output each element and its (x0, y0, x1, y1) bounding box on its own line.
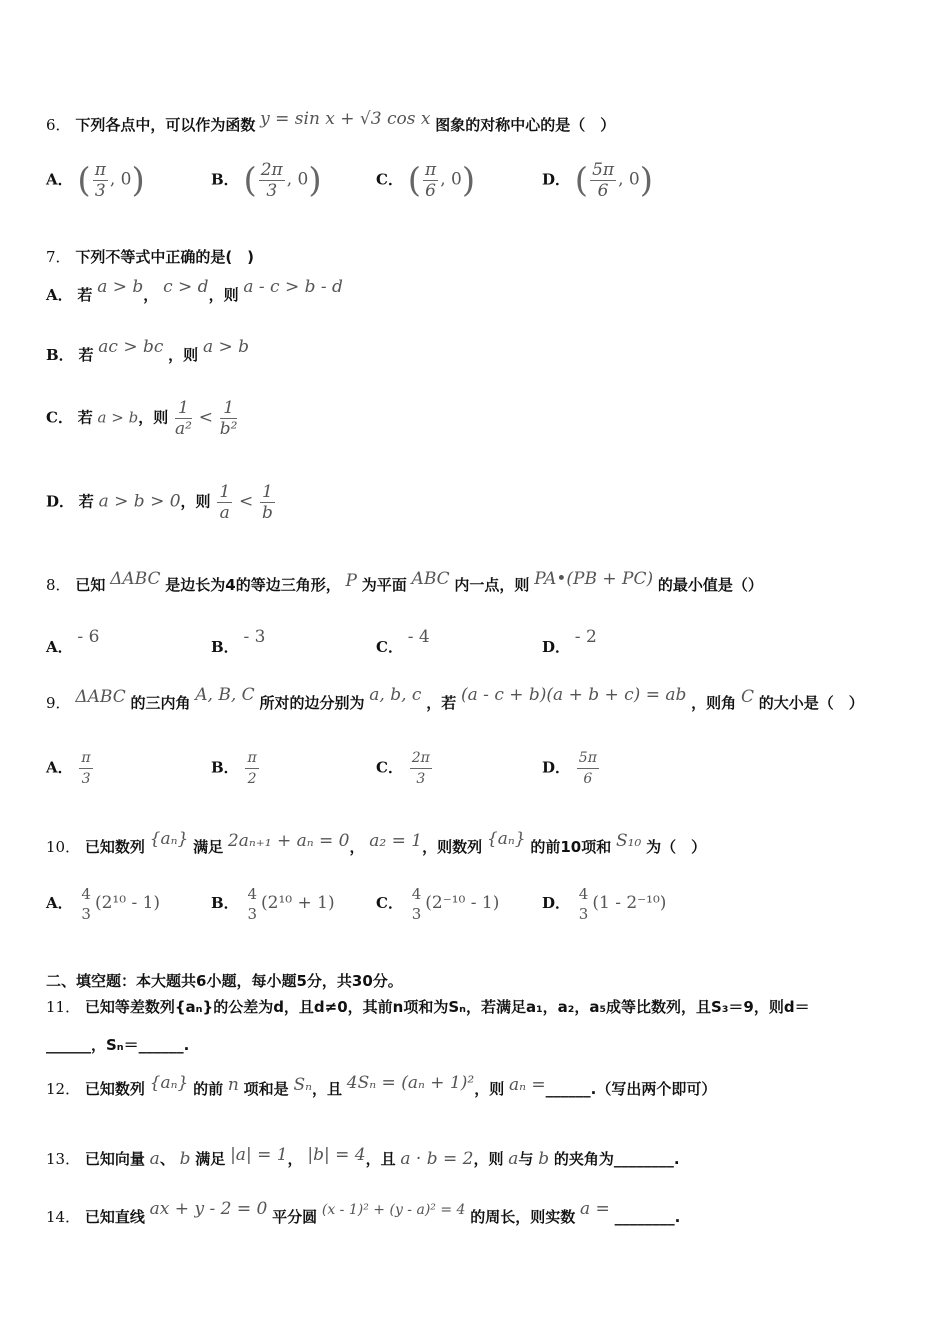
text: ，若 (426, 694, 457, 712)
math: |b| = 4 (307, 1145, 366, 1165)
text: ，则 (473, 1150, 504, 1168)
math: Sₙ (293, 1075, 312, 1095)
q10-option-d: D． 4 3 (1 - 2⁻¹⁰) (542, 885, 667, 923)
answer-blank: ______. (138, 1036, 190, 1054)
frac-num: 5π (592, 160, 615, 180)
text: 为（ ） (646, 838, 707, 856)
math: ΔABC (75, 687, 126, 707)
text: 为平面 (361, 576, 407, 594)
frac-den: a (219, 503, 230, 523)
text: ______.（写出两个即可） (545, 1080, 717, 1098)
option-tail: , 0 (440, 169, 462, 190)
frac-den: 3 (81, 771, 91, 787)
text: 的三内角 (130, 694, 191, 712)
math: ABC (411, 569, 450, 589)
text: 若 (78, 492, 94, 511)
math: c > d (163, 277, 209, 297)
q9-option-b: B． $\frac{\pi}{2}$ (211, 750, 257, 787)
q9-option-c: C． $\frac{2\pi}{3}$ (376, 750, 430, 787)
text: 与 (518, 1150, 534, 1168)
text: ， (349, 838, 365, 856)
q14-number: 14． (46, 1208, 81, 1226)
text: 已知直线 (84, 1208, 145, 1226)
math: C (740, 687, 754, 707)
q14-stem (46, 1199, 681, 1227)
math: {aₙ} (486, 829, 526, 849)
text: 若 (77, 408, 93, 427)
math: a > b (97, 277, 144, 297)
text: ， (143, 286, 159, 304)
frac-num: 1 (220, 398, 238, 419)
math: a (149, 1149, 160, 1169)
math: a₂ = 1 (369, 831, 423, 851)
text: ，则 (138, 408, 169, 427)
text: ，则 (208, 286, 239, 304)
frac-num: π (245, 748, 258, 769)
math: 2aₙ₊₁ + aₙ = 0 (227, 831, 350, 851)
q8-option-d: D． - 2 (542, 627, 597, 656)
frac-num: π (79, 748, 92, 769)
q8-option-a: A． - 6 (46, 627, 100, 656)
math: a · b = 2 (400, 1149, 474, 1169)
text: 已知数列 (84, 838, 145, 856)
q7-option-c (46, 398, 239, 439)
math: ax + y - 2 = 0 (149, 1199, 268, 1219)
text: 若 (78, 346, 94, 364)
text: 所对的边分别为 (259, 694, 365, 712)
q7-option-b (46, 337, 250, 365)
option-label: D． (46, 492, 75, 511)
q6-text-post: 图象的对称中心的是（ ） (435, 116, 616, 134)
text: 已知向量 (84, 1150, 145, 1168)
q13-number: 13． (46, 1150, 81, 1168)
q9-option-d: D． $\frac{5\pi}{6}$ (542, 750, 597, 787)
math: A, B, C (195, 685, 255, 705)
frac-den: 3 (266, 181, 278, 201)
frac-den: b (261, 503, 273, 523)
q8-option-b: B． - 3 (211, 627, 266, 656)
option-label: D． (542, 170, 571, 189)
frac-num: 1 (261, 482, 273, 502)
frac-num: 1 (175, 398, 192, 419)
q7-number: 7． (46, 248, 71, 266)
option-tail: , 0 (286, 169, 309, 190)
frac-den: 6 (583, 771, 593, 787)
q11-line1 (46, 996, 810, 1017)
q7-option-a (46, 277, 343, 305)
math: 4Sₙ = (aₙ + 1)² (346, 1073, 475, 1093)
q8-stem (46, 569, 763, 595)
q12-stem (46, 1073, 717, 1099)
text: 已知 (75, 576, 106, 594)
frac-den: b² (219, 419, 238, 439)
text: 若 (77, 286, 93, 304)
frac-num: 2π (260, 160, 283, 180)
frac-num: 2π (410, 748, 432, 769)
text: 项和是 (243, 1080, 289, 1098)
math: n (227, 1075, 239, 1095)
text: 平分圆 (272, 1208, 318, 1226)
text: ，且 (365, 1150, 396, 1168)
q13-stem (46, 1145, 680, 1169)
frac-den: 3 (416, 771, 426, 787)
text: 的夹角为________. (553, 1150, 680, 1168)
option-label: A． (46, 170, 73, 189)
math: {aₙ} (149, 829, 189, 849)
math: a - c > b - d (243, 277, 343, 297)
text: 内一点，则 (454, 576, 530, 594)
frac-num: 1 (219, 482, 231, 502)
section-heading: 二、填空题：本大题共6小题，每小题5分，共30分。 (46, 972, 403, 990)
q9-number: 9． (46, 694, 71, 712)
math: P (345, 571, 357, 591)
option-label: C． (46, 408, 73, 427)
q6-option-d: D． ( $\frac{5\pi}{6}$ , 0) (542, 160, 653, 201)
text: ，则 (168, 346, 199, 364)
q6-function: y = sin x + √3 cos x (260, 109, 431, 129)
math: < (198, 407, 213, 428)
text: 是边长为4的等边三角形， (165, 576, 341, 594)
q8-option-c: C． - 4 (376, 627, 430, 656)
q12-number: 12． (46, 1080, 81, 1098)
math: b (538, 1149, 550, 1169)
math: aₙ = (508, 1075, 546, 1095)
math: a > b > 0 (98, 491, 181, 512)
text: 的前 (193, 1080, 224, 1098)
q6-option-a: A． ( $\frac{\pi}{3}$ , 0) (46, 160, 145, 201)
q10-option-b: B． 4 3 (2¹⁰ + 1) (211, 885, 335, 923)
q6-number: 6． (46, 116, 71, 134)
math: ΔABC (110, 569, 161, 589)
text: ， (287, 1150, 303, 1168)
q6-option-b: B． ( $\frac{2\pi}{3}$ , 0) (211, 160, 322, 201)
text: ，Sₙ＝ (91, 1036, 139, 1054)
text: ，则角 (691, 694, 737, 712)
text: 的前10项和 (530, 838, 612, 856)
q9-option-a: A． $\frac{\pi}{3}$ (46, 750, 91, 787)
frac-den: 2 (247, 771, 257, 787)
answer-blank: ______ (46, 1036, 91, 1054)
text: 已知数列 (84, 1080, 145, 1098)
text: 满足 (193, 838, 224, 856)
frac-num: 5π (577, 748, 599, 769)
q10-number: 10． (46, 838, 81, 856)
text: 的周长，则实数 (470, 1208, 576, 1226)
q11-number: 11． (46, 998, 81, 1016)
option-label: C． (376, 170, 403, 189)
text: ，则 (180, 492, 211, 511)
option-label: A． (46, 286, 73, 304)
q9-stem (46, 685, 864, 713)
math: PA•(PB + PC) (534, 569, 654, 589)
q7-option-d (46, 482, 277, 523)
frac-den: a² (174, 419, 192, 439)
frac-num: π (425, 160, 437, 180)
text: 、 (159, 1150, 175, 1168)
math: |a| = 1 (230, 1145, 288, 1165)
text: 已知等差数列{aₙ}的公差为d，且d≠0，其前n项和为Sₙ，若满足a₁，a₂，a₅成等比数列，且S₃＝9，则d＝ (84, 998, 810, 1016)
frac-num: π (94, 160, 106, 180)
option-label: B． (46, 346, 74, 364)
math: (x - 1)² + (y - a)² = 4 (321, 1202, 466, 1218)
text: 满足 (195, 1150, 226, 1168)
text: ，则数列 (422, 838, 483, 856)
frac-den: 6 (425, 181, 436, 201)
q8-number: 8． (46, 576, 71, 594)
q7-text: 下列不等式中正确的是( ) (75, 248, 255, 266)
math: (a - c + b)(a + b + c) = ab (461, 685, 687, 705)
answer-blank: ________. (614, 1208, 681, 1226)
math: {aₙ} (149, 1073, 189, 1093)
math: S₁₀ (616, 831, 642, 851)
math: < (238, 491, 254, 512)
text: 的最小值是（） (657, 576, 763, 594)
option-tail: , 0 (109, 169, 132, 190)
math: a = (580, 1199, 610, 1219)
q6-text-pre: 下列各点中，可以作为函数 (75, 116, 256, 134)
math: a, b, c (369, 685, 422, 705)
q6-stem (46, 109, 616, 135)
math: ac > bc (98, 337, 164, 357)
math: a > b (202, 337, 250, 357)
option-tail: , 0 (618, 169, 640, 190)
q10-stem (46, 829, 707, 857)
q7-stem (46, 246, 254, 267)
frac-den: 6 (597, 181, 609, 201)
math: a > b (97, 408, 139, 427)
q6-option-c: C． ( $\frac{\pi}{6}$ , 0) (376, 160, 476, 201)
q11-line2 (46, 1034, 189, 1055)
q10-option-a: A． 4 3 (2¹⁰ - 1) (46, 885, 161, 923)
option-label: B． (211, 170, 239, 189)
text: ，且 (312, 1080, 343, 1098)
frac-den: 3 (94, 181, 106, 201)
math: a (508, 1149, 519, 1169)
math: b (179, 1149, 191, 1169)
text: ，则 (474, 1080, 505, 1098)
q10-option-c: C． 4 3 (2⁻¹⁰ - 1) (376, 885, 500, 923)
text: 的大小是（ ） (758, 694, 864, 712)
